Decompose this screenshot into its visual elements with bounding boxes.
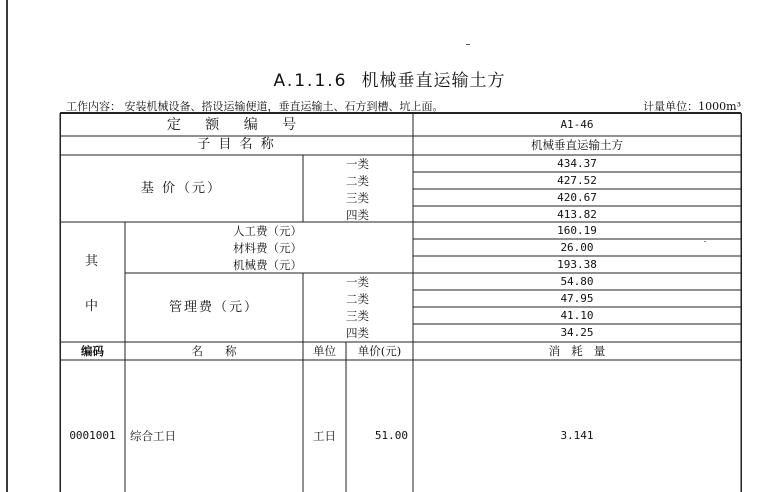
mgmt-fee-value: 34.25 bbox=[560, 326, 594, 339]
base-price-value: 413.82 bbox=[557, 208, 597, 221]
base-price-class: 二类 bbox=[346, 174, 369, 188]
mgmt-fee-class: 三类 bbox=[346, 309, 369, 323]
subitem-label: 子 目 名 称 bbox=[197, 137, 276, 152]
col-header-code: 编码 bbox=[81, 344, 104, 358]
item-name: 综合工日 bbox=[130, 429, 176, 443]
quota-section-name: 机械垂直运输土方 bbox=[361, 71, 506, 91]
item-price: 51.00 bbox=[374, 429, 408, 442]
measure-unit: 计量单位：1000m³ bbox=[643, 100, 741, 113]
mgmt-fee-value: 47.95 bbox=[560, 292, 594, 305]
cost-name: 机械费（元） bbox=[233, 258, 302, 272]
base-price-label: 基 价（元） bbox=[140, 181, 223, 196]
item-code: 0001001 bbox=[69, 429, 116, 442]
mgmt-fee-class: 一类 bbox=[346, 275, 369, 289]
col-header-unit: 单位 bbox=[313, 344, 336, 358]
base-price-value: 427.52 bbox=[557, 174, 597, 187]
work-content: 工作内容： 安装机械设备、搭设运输便道，垂直运输土、石方到槽、坑上面。 bbox=[66, 100, 444, 113]
cost-value: 193.38 bbox=[557, 258, 597, 271]
quota-section-code: A.1.1.6 bbox=[273, 71, 348, 91]
item-unit: 工日 bbox=[313, 429, 336, 443]
cost-name: 人工费（元） bbox=[233, 224, 302, 238]
quota-number-value: A1-46 bbox=[560, 118, 594, 131]
base-price-value: 420.67 bbox=[557, 191, 597, 204]
mgmt-fee-value: 41.10 bbox=[560, 309, 594, 322]
item-quantity: 3.141 bbox=[560, 429, 594, 442]
among-label-bottom: 中 bbox=[84, 299, 100, 314]
mgmt-fee-class: 四类 bbox=[346, 326, 369, 340]
col-header-name: 名 称 bbox=[191, 344, 237, 358]
base-price-class: 三类 bbox=[346, 191, 369, 205]
cost-value: 26.00 bbox=[560, 241, 594, 254]
base-price-value: 434.37 bbox=[557, 157, 597, 170]
col-header-quantity: 消 耗 量 bbox=[548, 344, 606, 358]
mgmt-fee-value: 54.80 bbox=[560, 275, 594, 288]
quota-number-label: 定 额 编 号 bbox=[166, 117, 307, 133]
cost-value: 160.19 bbox=[557, 224, 597, 237]
base-price-class: 四类 bbox=[346, 208, 369, 222]
mgmt-fee-label: 管理费（元） bbox=[168, 300, 259, 315]
mgmt-fee-class: 二类 bbox=[346, 292, 369, 306]
among-label-top: 其 bbox=[84, 254, 100, 269]
subitem-value: 机械垂直运输土方 bbox=[531, 138, 623, 152]
base-price-class: 一类 bbox=[346, 157, 369, 171]
col-header-price: 单价(元) bbox=[357, 344, 402, 358]
cost-name: 材料费（元） bbox=[233, 241, 302, 255]
